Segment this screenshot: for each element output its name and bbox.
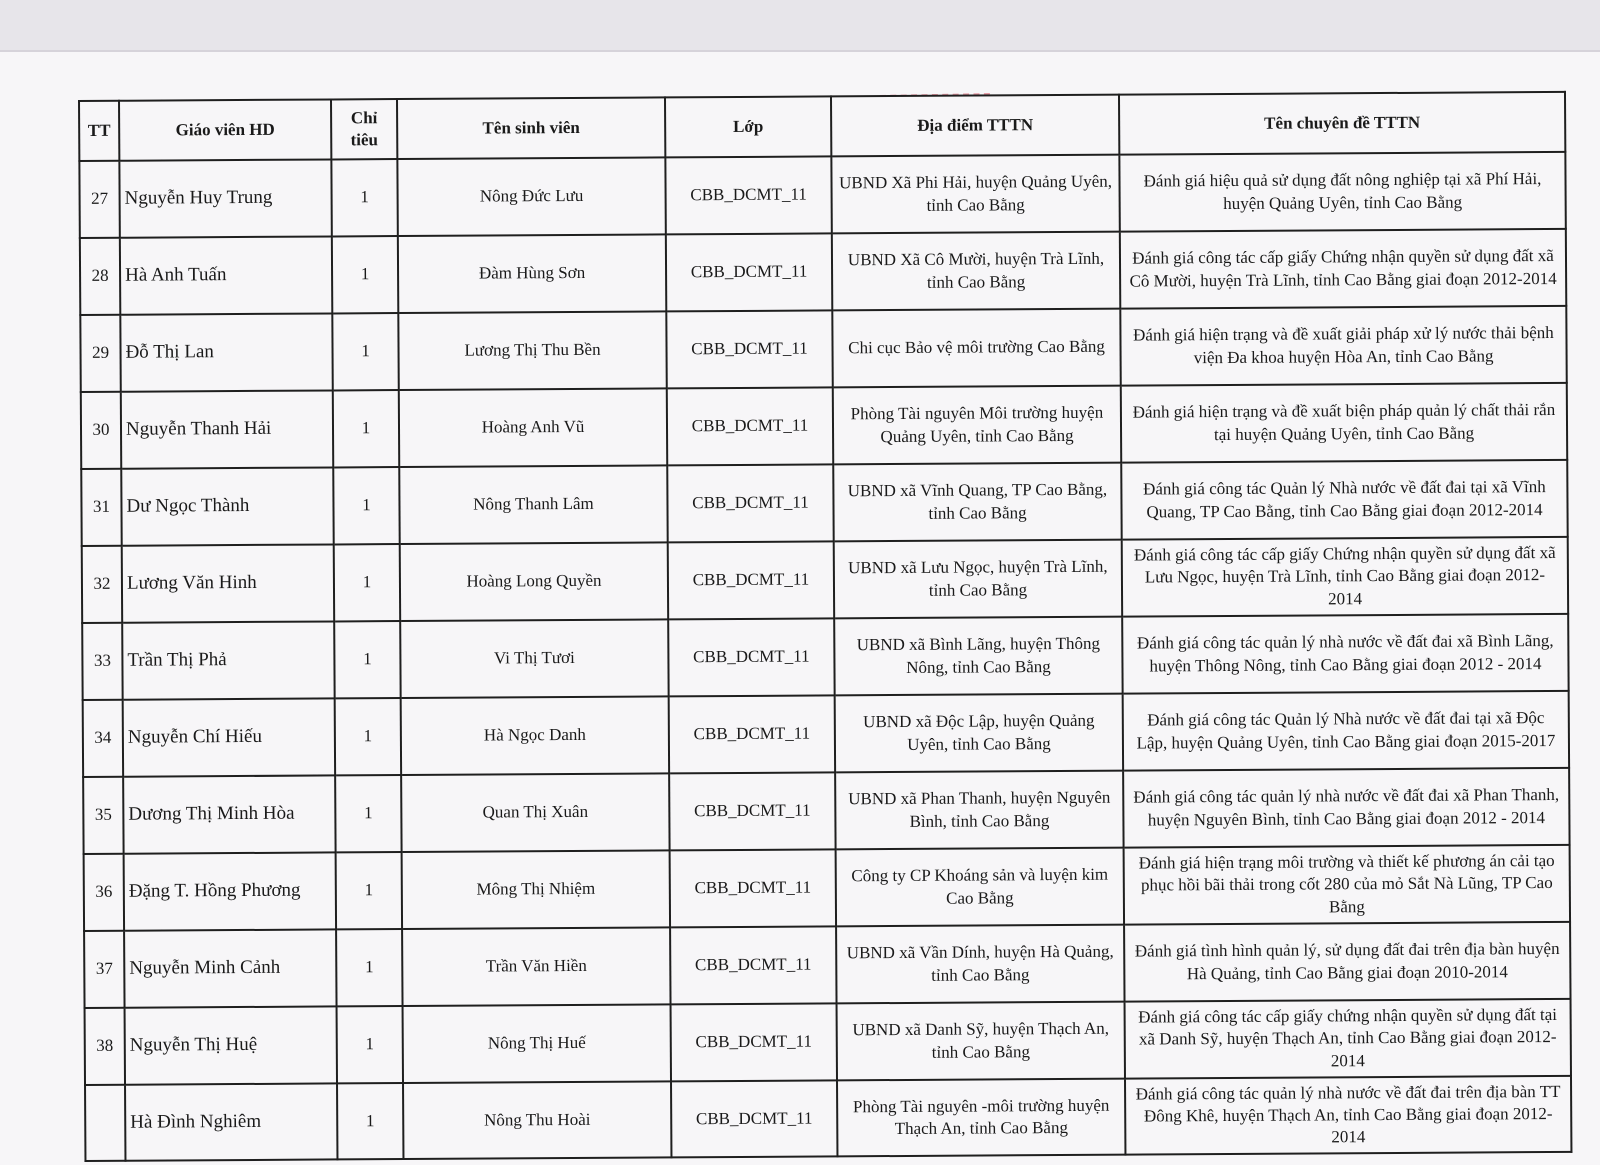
table-row <box>82 537 1568 623</box>
cell-quota: 1 <box>334 621 400 698</box>
header-topic: Tên chuyên đề TTTN <box>1119 92 1565 155</box>
cell-student: Hoàng Long Quyền <box>400 542 668 621</box>
cell-teacher: Nguyễn Thị Huệ <box>125 1006 337 1084</box>
cell-topic: Đánh giá hiện trạng và đề xuất biện pháp quản lý chất thải rắn tại huyện Quảng Uyên, tỉnh Cao Bằng <box>1121 383 1567 463</box>
header-class: Lớp <box>665 96 831 157</box>
cell-student: Nông Thu Hoài <box>403 1081 671 1159</box>
scan-top-margin <box>0 0 1600 52</box>
cell-quota: 1 <box>332 313 398 390</box>
cell-tt: 36 <box>84 854 124 931</box>
cell-place: UBND xã Bình Lãng, huyện Thông Nông, tỉnh Cao Bằng <box>834 617 1122 696</box>
cell-topic: Đánh giá công tác cấp giấy Chứng nhận quyền sử dụng đất xã Cô Mười, huyện Trà Lĩnh, tỉnh Cao Bằng giai đoạn 2012-2014 <box>1120 229 1566 309</box>
cell-quota: 1 <box>333 467 399 544</box>
cell-class: CBB_DCMT_11 <box>668 541 834 619</box>
cell-quota: 1 <box>333 390 399 467</box>
table-row <box>80 229 1566 315</box>
cell-teacher: Trần Thị Phả <box>122 621 334 699</box>
cell-topic: Đánh giá công tác quản lý nhà nước về đất đai trên địa bàn TT Đông Khê, huyện Thạch An, tỉnh Cao Bằng giai đoạn 2012-2014 <box>1125 1076 1571 1155</box>
cell-student: Hoàng Anh Vũ <box>399 388 667 467</box>
table-header-row <box>79 92 1565 161</box>
cell-student: Trần Văn Hiền <box>402 927 670 1006</box>
cell-quota: 1 <box>336 852 402 929</box>
cell-place: Chi cục Bảo vệ môi trường Cao Bằng <box>832 309 1120 388</box>
cell-class: CBB_DCMT_11 <box>669 772 835 850</box>
table-row <box>81 460 1567 546</box>
cell-tt: 33 <box>82 623 122 700</box>
cell-place: UBND Xã Cô Mười, huyện Trà Lĩnh, tỉnh Cao Bằng <box>832 232 1120 311</box>
cell-teacher: Hà Đình Nghiêm <box>125 1083 337 1161</box>
cell-topic: Đánh giá hiện trạng và đề xuất giải pháp xử lý nước thải bệnh viện Đa khoa huyện Hòa An, tỉnh Cao Bằng <box>1120 306 1566 386</box>
cell-place: Phòng Tài nguyên Môi trường huyện Quảng Uyên, tỉnh Cao Bằng <box>833 386 1121 465</box>
cell-topic: Đánh giá hiệu quả sử dụng đất nông nghiệp tại xã Phí Hải, huyện Quảng Uyên, tỉnh Cao Bằng <box>1119 152 1565 232</box>
cell-place: UBND Xã Phi Hải, huyện Quảng Uyên, tỉnh Cao Bằng <box>831 155 1119 234</box>
cell-tt: 30 <box>81 392 121 469</box>
cell-class: CBB_DCMT_11 <box>670 926 836 1004</box>
cell-teacher: Nguyễn Chí Hiếu <box>123 698 335 776</box>
cell-teacher: Nguyễn Thanh Hải <box>121 390 333 468</box>
cell-quota: 1 <box>337 1006 403 1083</box>
cell-teacher: Hà Anh Tuấn <box>120 236 332 314</box>
cell-class: CBB_DCMT_11 <box>670 849 836 927</box>
table-body <box>79 152 1571 1161</box>
cell-topic: Đánh giá công tác quản lý nhà nước về đất đai xã Bình Lãng, huyện Thông Nông, tỉnh Cao Bằng giai đoạn 2012 - 2014 <box>1122 614 1568 694</box>
cell-teacher: Nguyễn Huy Trung <box>119 159 331 237</box>
cell-tt: 32 <box>82 546 122 623</box>
cell-teacher: Dương Thị Minh Hòa <box>123 775 335 853</box>
cell-tt: 34 <box>83 700 123 777</box>
cell-student: Vi Thị Tươi <box>400 619 668 698</box>
cell-teacher: Lương Văn Hinh <box>122 544 334 622</box>
cell-tt: 38 <box>85 1008 125 1085</box>
cell-class: CBB_DCMT_11 <box>671 1080 837 1157</box>
cell-place: UBND xã Lưu Ngọc, huyện Trà Lĩnh, tỉnh Cao Bằng <box>834 540 1122 619</box>
cell-student: Quan Thị Xuân <box>401 773 669 852</box>
cell-quota: 1 <box>336 929 402 1006</box>
assignment-table <box>78 91 1572 1162</box>
header-tt: TT <box>79 101 119 161</box>
cell-teacher: Dư Ngọc Thành <box>121 467 333 545</box>
cell-topic: Đánh giá công tác quản lý nhà nước về đất đai xã Phan Thanh, huyện Nguyên Bình, tỉnh Cao Bằng giai đoạn 2012 - 2014 <box>1123 768 1569 848</box>
cell-class: CBB_DCMT_11 <box>665 156 831 234</box>
cell-student: Nông Thị Huế <box>403 1004 671 1083</box>
table-row <box>82 614 1568 700</box>
header-place: Địa điểm TTTN <box>831 95 1119 157</box>
table-row <box>80 306 1566 392</box>
cell-tt: 27 <box>79 161 119 238</box>
header-quota: Chỉ tiêu <box>331 99 397 159</box>
cell-quota: 1 <box>337 1083 403 1160</box>
table-row <box>81 383 1567 469</box>
header-student: Tên sinh viên <box>397 97 665 159</box>
cell-tt <box>85 1085 125 1162</box>
cell-class: CBB_DCMT_11 <box>671 1003 837 1081</box>
header-teacher: Giáo viên HD <box>119 99 331 160</box>
cell-student: Nông Thanh Lâm <box>399 465 667 544</box>
cell-place: UBND xã Phan Thanh, huyện Nguyên Bình, tỉnh Cao Bằng <box>835 771 1123 850</box>
cell-place: UBND xã Vĩnh Quang, TP Cao Bằng, tỉnh Cao Bằng <box>833 463 1121 542</box>
cell-quota: 1 <box>331 159 397 236</box>
cell-class: CBB_DCMT_11 <box>666 233 832 311</box>
cell-topic: Đánh giá công tác Quản lý Nhà nước về đất đai tại xã Vĩnh Quang, TP Cao Bằng, tỉnh Cao Bằng giai đoạn 2012-2014 <box>1121 460 1567 540</box>
table-row <box>85 1076 1571 1161</box>
cell-student: Đàm Hùng Sơn <box>398 234 666 313</box>
cell-class: CBB_DCMT_11 <box>666 310 832 388</box>
cell-place: UBND xã Vần Dính, huyện Hà Quảng, tỉnh Cao Bằng <box>836 925 1124 1004</box>
cell-place: UBND xã Danh Sỹ, huyện Thạch An, tỉnh Cao Bằng <box>837 1002 1125 1081</box>
cell-tt: 31 <box>81 469 121 546</box>
cell-tt: 29 <box>80 315 120 392</box>
cell-quota: 1 <box>334 544 400 621</box>
cell-topic: Đánh giá hiện trạng môi trường và thiết kế phương án cải tạo phục hồi bãi thải trong cốt 280 của mỏ Sắt Nà Lũng, TP Cao Bằng <box>1124 845 1570 925</box>
table-row <box>84 922 1570 1008</box>
cell-teacher: Đỗ Thị Lan <box>120 313 332 391</box>
cell-tt: 37 <box>84 931 124 1008</box>
table-row <box>83 691 1569 777</box>
cell-student: Hà Ngọc Danh <box>401 696 669 775</box>
table-row <box>85 999 1571 1085</box>
cell-quota: 1 <box>332 236 398 313</box>
cell-place: Công ty CP Khoáng sản và luyện kim Cao Bằng <box>836 848 1124 927</box>
cell-place: Phòng Tài nguyên -môi trường huyện Thạch An, tỉnh Cao Bằng <box>837 1079 1125 1157</box>
table-row <box>79 152 1565 238</box>
cell-quota: 1 <box>335 698 401 775</box>
cell-class: CBB_DCMT_11 <box>668 618 834 696</box>
cell-tt: 35 <box>83 777 123 854</box>
cell-teacher: Đặng T. Hồng Phương <box>124 852 336 930</box>
table-row <box>84 845 1570 931</box>
cell-class: CBB_DCMT_11 <box>667 387 833 465</box>
cell-class: CBB_DCMT_11 <box>667 464 833 542</box>
cell-place: UBND xã Độc Lập, huyện Quảng Uyên, tỉnh Cao Bằng <box>835 694 1123 773</box>
cell-topic: Đánh giá công tác Quản lý Nhà nước về đất đai tại xã Độc Lập, huyện Quảng Uyên, tỉnh Cao Bằng giai đoạn 2015-2017 <box>1123 691 1569 771</box>
cell-topic: Đánh giá công tác cấp giấy chứng nhận quyền sử dụng đất tại xã Danh Sỹ, huyện Thạch An, tỉnh Cao Bằng giai đoạn 2012-2014 <box>1125 999 1571 1079</box>
cell-student: Mông Thị Nhiệm <box>402 850 670 929</box>
cell-quota: 1 <box>335 775 401 852</box>
table-row <box>83 768 1569 854</box>
cell-topic: Đánh giá tình hình quản lý, sử dụng đất đai trên địa bàn huyện Hà Quảng, tỉnh Cao Bằng giai đoạn 2010-2014 <box>1124 922 1570 1002</box>
cell-class: CBB_DCMT_11 <box>669 695 835 773</box>
cell-student: Nông Đức Lưu <box>397 157 665 236</box>
cell-teacher: Nguyễn Minh Cảnh <box>124 929 336 1007</box>
cell-student: Lương Thị Thu Bền <box>398 311 666 390</box>
cell-tt: 28 <box>80 238 120 315</box>
cell-topic: Đánh giá công tác cấp giấy Chứng nhận quyền sử dụng đất xã Lưu Ngọc, huyện Trà Lĩnh, tỉnh Cao Bằng giai đoạn 2012-2014 <box>1122 537 1568 617</box>
